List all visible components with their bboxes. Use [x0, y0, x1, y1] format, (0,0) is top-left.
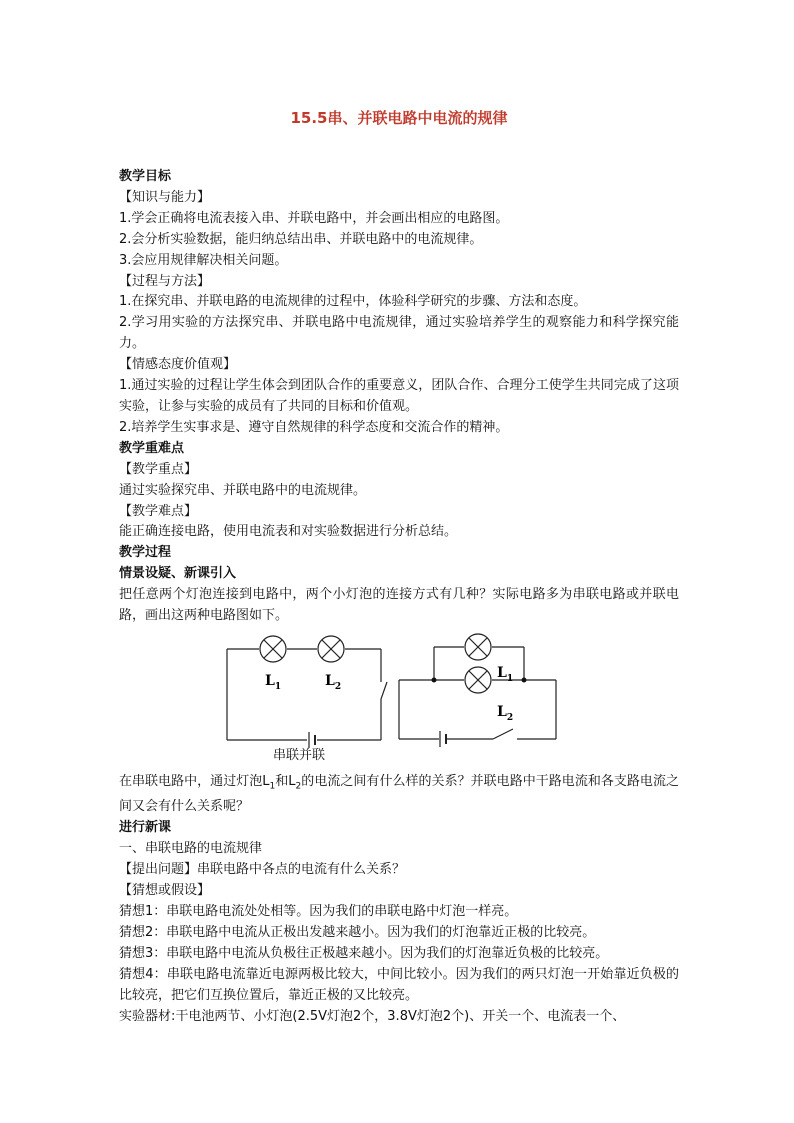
series-label-l1: $L_1$ [265, 672, 282, 692]
knowledge-item: 2.会分析实验数据，能归纳总结出串、并联电路中的电流规律。 [119, 231, 483, 247]
guess-item: 猜想4：串联电路电流靠近电源两极比较大，中间比较小。因为我们的两只灯泡一开始靠近负极的比较亮，把它们互换位置后，靠近正极的又比较亮。 [119, 966, 679, 1003]
parallel-node-left [432, 677, 437, 682]
knowledge-item: 3.会应用规律解决相关问题。 [119, 252, 288, 268]
document-page [119, 100, 679, 1027]
parallel-circuit [399, 634, 556, 747]
process-item: 2.学习用实验的方法探究串、并联电路中电流规律，通过实验培养学生的观察能力和科学探究能力。 [119, 315, 679, 352]
guess-item: 猜想3：串联电路中电流从负极往正极越来越小。因为我们的灯泡靠近负极的比较亮。 [119, 945, 609, 961]
intro-heading: 情景设疑、新课引入 [119, 566, 237, 582]
ask-question: 【提出问题】串联电路中各点的电流有什么关系？ [119, 862, 406, 878]
guess-item: 猜想2：串联电路中电流从正极出发越来越小。因为我们的灯泡靠近正极的比较亮。 [119, 924, 596, 940]
equipment-text: 实验器材:干电池两节、小灯泡(2.5V灯泡2个，3.8V灯泡2个)、开关一个、电流表一个、 [119, 1008, 626, 1024]
parallel-switch [493, 729, 513, 739]
knowledge-item: 1.学会正确将电流表接入串、并联电路中，并会画出相应的电路图。 [119, 210, 509, 226]
key-heading: 教学重难点 [119, 440, 185, 456]
series-circuit [227, 636, 387, 748]
series-label-l2: $L_2$ [325, 672, 342, 692]
diagram-caption: 串联并联 [273, 747, 326, 763]
parallel-node-right [522, 677, 527, 682]
emotion-item: 2.培养学生实事求是、遵守自然规律的科学态度和交流合作的精神。 [119, 419, 509, 435]
goals-heading: 教学目标 [119, 169, 172, 184]
teaching-process-heading: 教学过程 [119, 545, 172, 561]
process-heading: 【过程与方法】 [119, 273, 211, 289]
series-switch [381, 682, 387, 699]
circuit-svg [119, 627, 679, 772]
page-title: 15.5串、并联电路中电流的规律 [290, 109, 508, 127]
difficulty-text: 能正确连接电路，使用电流表和对实验数据进行分析总结。 [119, 524, 458, 540]
knowledge-heading: 【知识与能力】 [119, 189, 211, 205]
emotion-item: 1.通过实验的过程让学生体会到团队合作的重要意义，团队合作、合理分工使学生共同完成了这项实验，让参与实验的成员有了共同的目标和价值观。 [119, 378, 679, 414]
focus-text: 通过实验探究串、并联电路中的电流规律。 [119, 482, 367, 498]
guess-heading: 【猜想或假设】 [119, 883, 211, 899]
difficulty-heading: 【教学难点】 [119, 503, 198, 519]
question-text: 在串联电路中，通过灯泡$L_1$和$L_2$的电流之间有什么样的关系？并联电路中干路电流和各支路电流之间又会有什么关系呢？ [119, 773, 679, 815]
new-lesson-heading: 进行新课 [119, 820, 172, 836]
parallel-label-l1: $L_1$ [497, 664, 514, 684]
process-item: 1.在探究串、并联电路的电流规律的过程中，体验科学研究的步骤、方法和态度。 [119, 294, 587, 310]
circuit-diagrams [119, 627, 679, 772]
intro-text: 把任意两个灯泡连接到电路中，两个小灯泡的连接方式有几种？实际电路多为串联电路或并联电路，画出这两种电路图如下。 [119, 587, 679, 624]
emotion-heading: 【情感态度价值观】 [119, 357, 237, 373]
guess-item: 猜想1：串联电路电流处处相等。因为我们的串联电路中灯泡一样亮。 [119, 903, 518, 919]
part-one-heading: 一、串联电路的电流规律 [119, 841, 263, 857]
parallel-label-l2: $L_2$ [497, 703, 514, 723]
focus-heading: 【教学重点】 [119, 461, 198, 477]
